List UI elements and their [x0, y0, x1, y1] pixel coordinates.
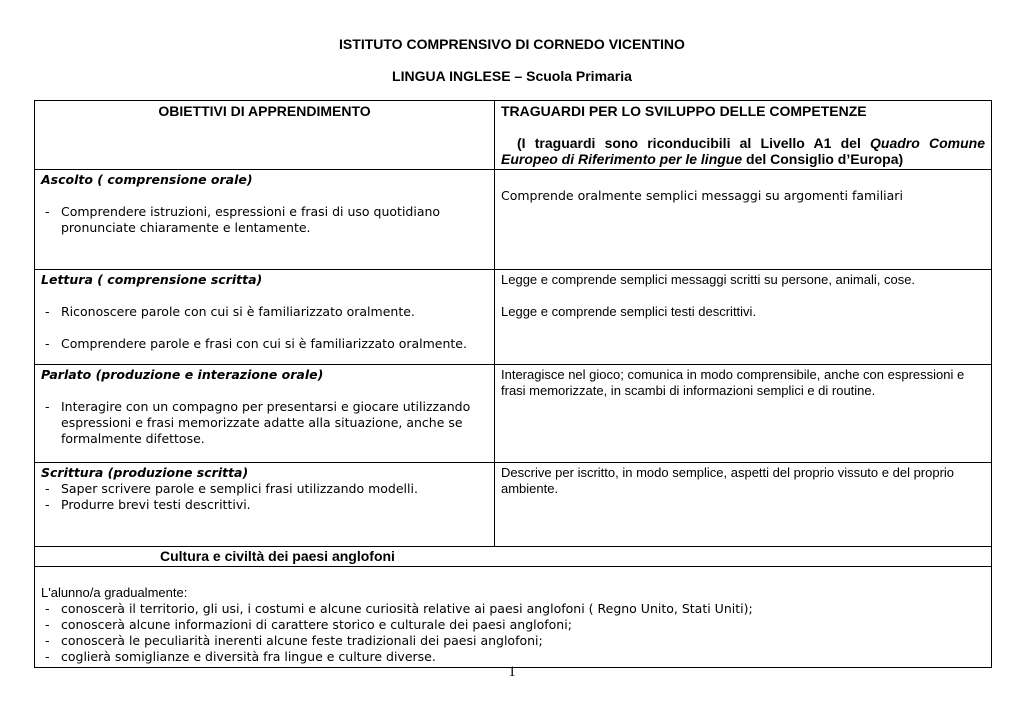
- scrittura-title: Scrittura (produzione scritta): [41, 465, 249, 480]
- lettura-goal-1: Legge e comprende semplici messaggi scritti su persone, animali, cose.: [501, 272, 916, 287]
- cultura-item-4: - coglierà somiglianze e diversità fra lingue e culture diverse.: [41, 649, 985, 665]
- parlato-objectives-cell: [35, 365, 495, 463]
- lettura-objectives-cell: [35, 270, 495, 365]
- goals-note-suffix: del Consiglio d’Europa): [742, 151, 904, 167]
- document-subtitle: LINGUA INGLESE – Scuola Primaria: [392, 68, 632, 84]
- scrittura-objective-1: - Saper scrivere parole e semplici frasi utilizzando modelli.: [41, 481, 488, 497]
- goals-note-italic: Quadro Comune Europeo di Riferimento per le lingue: [501, 135, 985, 167]
- cultura-item-3: - conoscerà le peculiarità inerenti alcune feste tradizionali dei paesi anglofoni;: [41, 633, 985, 649]
- ascolto-objective-1: - Comprendere istruzioni, espressioni e frasi di uso quotidiano pronunciate chiaramente e lentamente.: [41, 204, 488, 236]
- parlato-objective-1: - Interagire con un compagno per presentarsi e giocare utilizzando espressioni e frasi memorizzate adatte alla situazione, anche se formalmente difettose.: [41, 399, 488, 447]
- parlato-row: [35, 365, 992, 463]
- cultura-title: Cultura e civiltà dei paesi anglofoni: [160, 548, 395, 564]
- lettura-row: [35, 270, 992, 365]
- objectives-header-cell: [35, 101, 495, 170]
- ascolto-row: [35, 170, 992, 270]
- scrittura-goal-cell: [495, 463, 992, 547]
- parlato-goal: Interagisce nel gioco; comunica in modo comprensibile, anche con espressioni e frasi memorizzate, in scambi di informazioni semplici e di routine.: [501, 367, 965, 398]
- scrittura-goal: Descrive per iscritto, in modo semplice, aspetti del proprio vissuto e del proprio ambiente.: [501, 465, 955, 496]
- scrittura-objective-2: - Produrre brevi testi descrittivi.: [41, 497, 488, 513]
- goals-note-prefix: (I traguardi sono riconducibili al Livello A1 del: [517, 135, 871, 151]
- lettura-objective-1: - Riconoscere parole con cui si è familiarizzato oralmente.: [41, 304, 488, 320]
- ascolto-title: Ascolto ( comprensione orale): [41, 172, 253, 187]
- ascolto-goal-cell: [495, 170, 992, 270]
- page-number: 1: [508, 664, 516, 680]
- cultura-header-row: [35, 547, 992, 567]
- document-title: ISTITUTO COMPRENSIVO DI CORNEDO VICENTINO: [339, 36, 685, 52]
- lettura-objective-2: - Comprendere parole e frasi con cui si è familiarizzato oralmente.: [41, 336, 488, 352]
- scrittura-objectives-cell: [35, 463, 495, 547]
- cultura-item-1: - conoscerà il territorio, gli usi, i costumi e alcune curiosità relative ai paesi anglofoni ( Regno Unito, Stati Uniti);: [41, 601, 985, 617]
- scrittura-row: [35, 463, 992, 547]
- parlato-goal-cell: [495, 365, 992, 463]
- objectives-header: OBIETTIVI DI APPRENDIMENTO: [158, 103, 371, 119]
- goals-header-cell: [495, 101, 992, 170]
- lettura-goals-cell: [495, 270, 992, 365]
- ascolto-objectives-cell: [35, 170, 495, 270]
- curriculum-table: [34, 100, 992, 668]
- goals-note: [501, 135, 985, 167]
- ascolto-goal: Comprende oralmente semplici messaggi su argomenti familiari: [501, 188, 903, 203]
- lettura-title: Lettura ( comprensione scritta): [41, 272, 263, 287]
- lettura-goal-2: Legge e comprende semplici testi descrittivi.: [501, 304, 757, 319]
- cultura-content-cell: [35, 567, 992, 668]
- cultura-intro: L'alunno/a gradualmente:: [41, 585, 188, 600]
- cultura-item-2: - conoscerà alcune informazioni di carattere storico e culturale dei paesi anglofoni;: [41, 617, 985, 633]
- goals-header: TRAGUARDI PER LO SVILUPPO DELLE COMPETENZE: [501, 103, 867, 119]
- cultura-title-cell: [35, 547, 992, 567]
- parlato-title: Parlato (produzione e interazione orale): [41, 367, 324, 382]
- header-row: [35, 101, 992, 170]
- cultura-row: [35, 567, 992, 668]
